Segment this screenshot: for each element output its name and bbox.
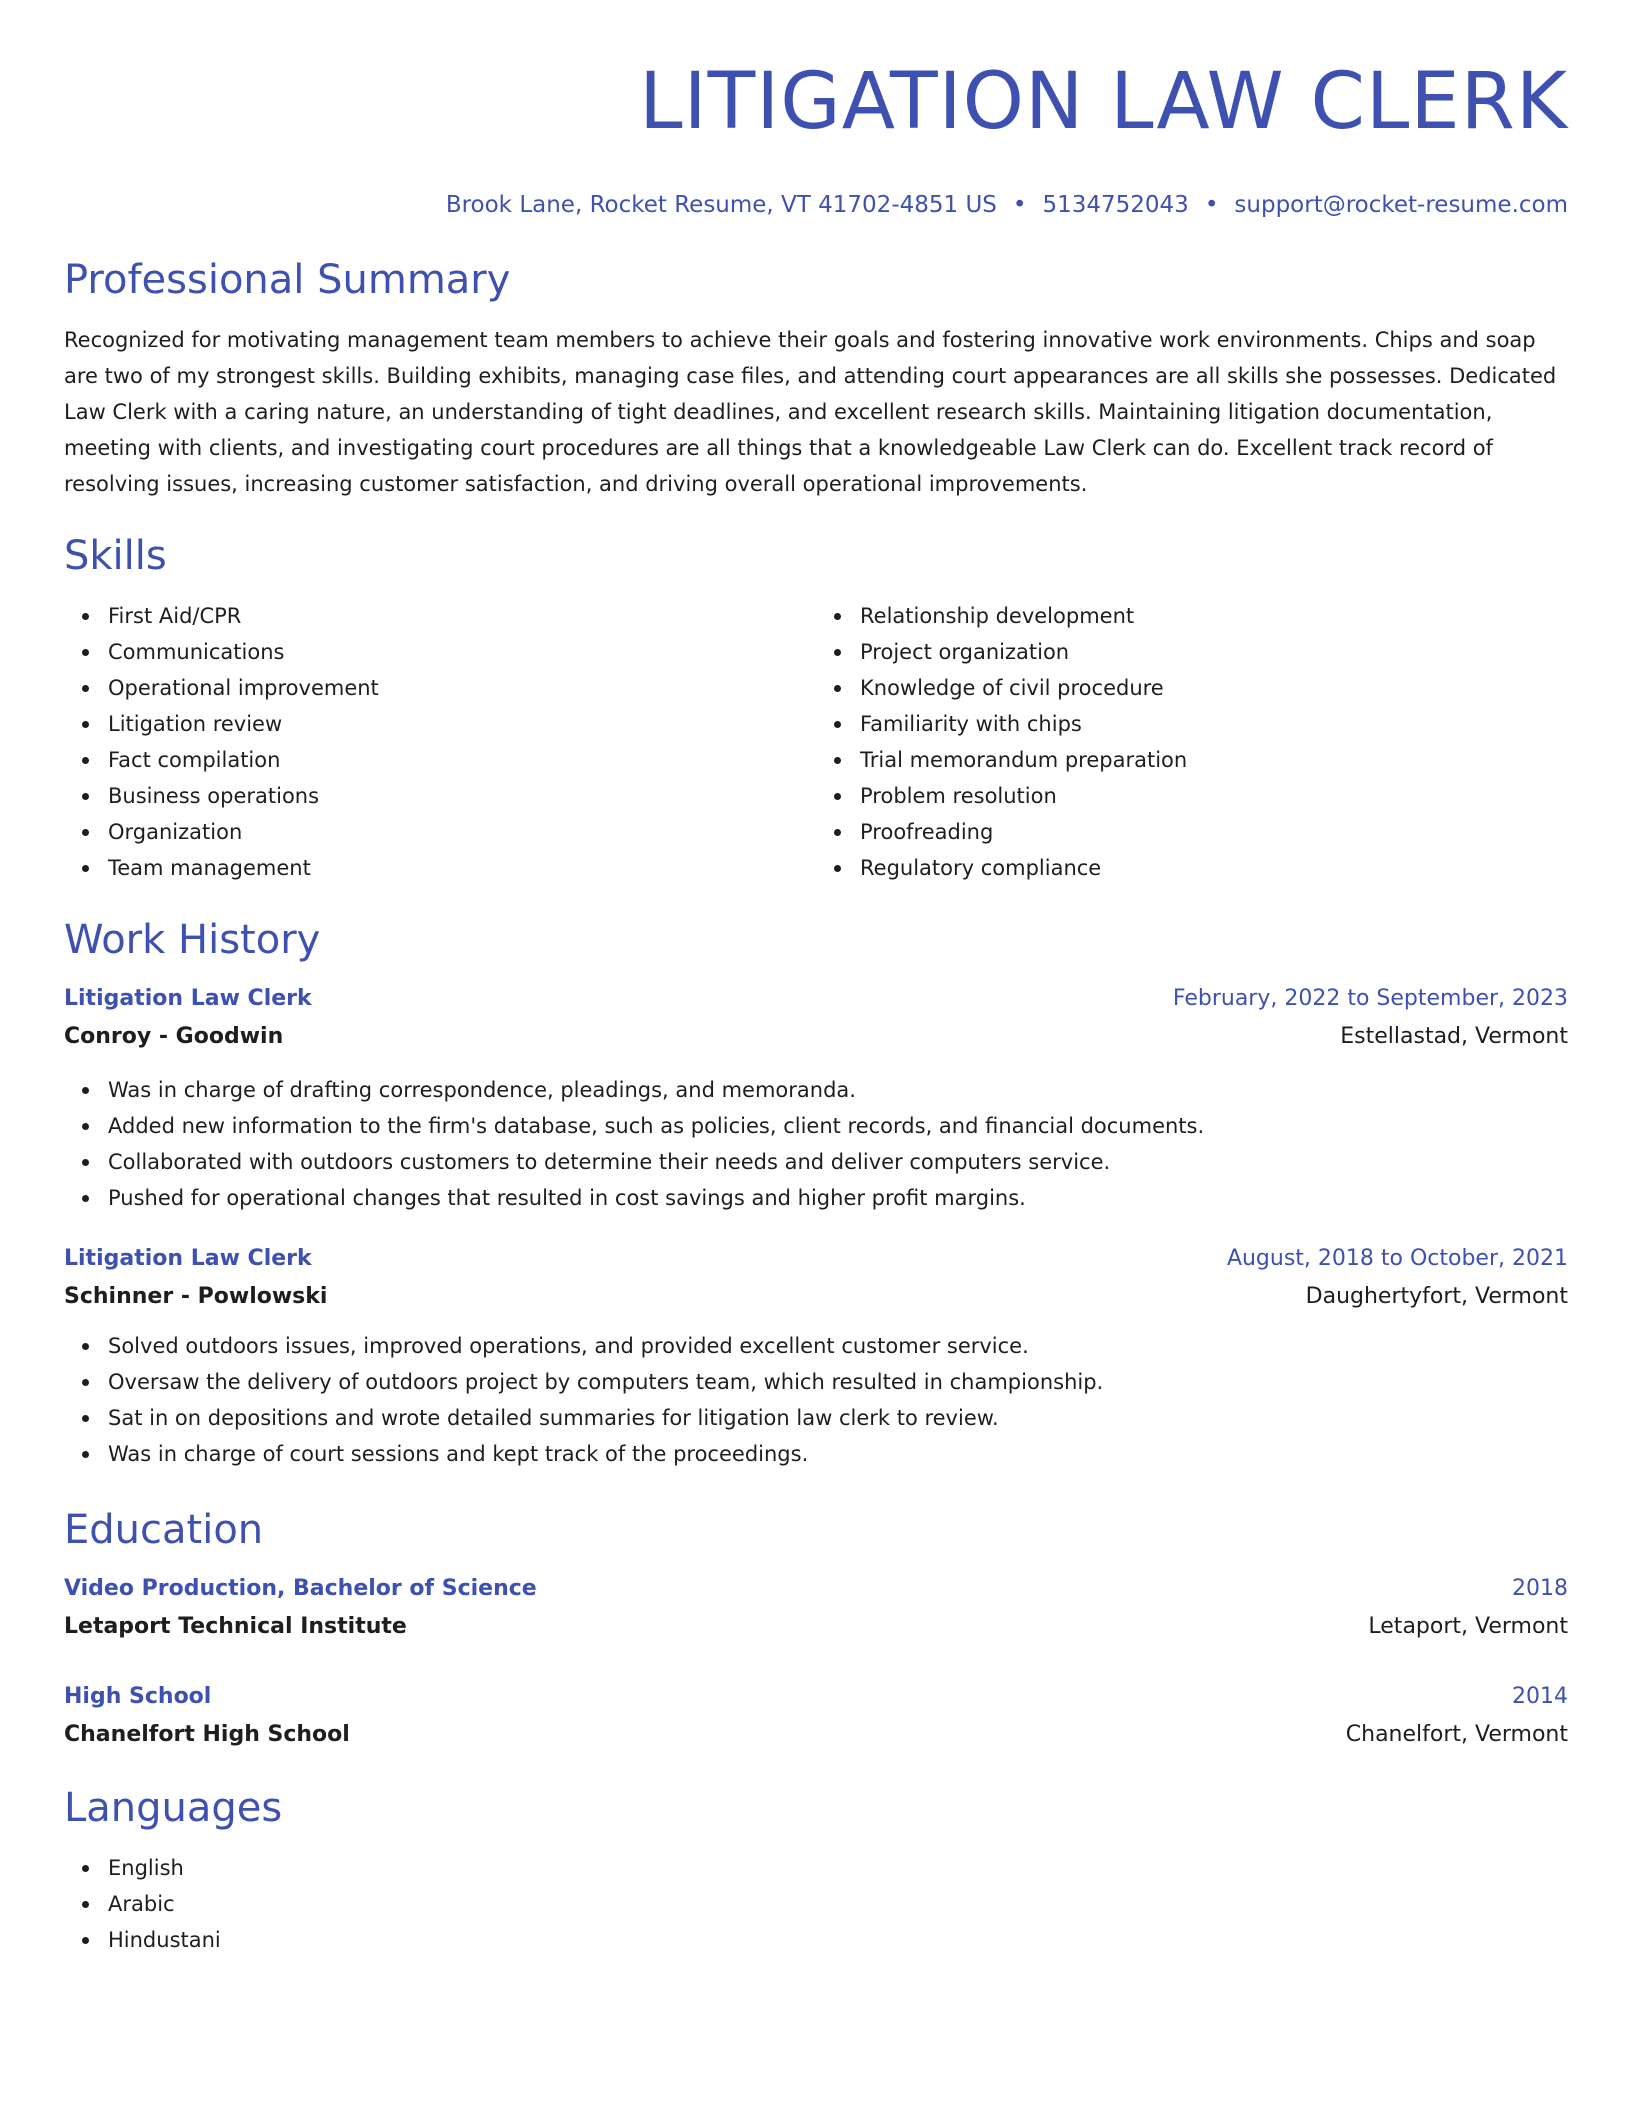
skill-item: Fact compilation (108, 742, 816, 778)
job-bullet: Oversaw the delivery of outdoors project by computers team, which resulted in championship. (108, 1364, 1568, 1400)
education-school: Chanelfort High School (64, 1722, 350, 1747)
job-bullet: Was in charge of court sessions and kept track of the proceedings. (108, 1436, 1568, 1472)
contact-separator: • (1012, 192, 1027, 218)
education-year: 2014 (1512, 1684, 1568, 1709)
skill-item: Communications (108, 634, 816, 670)
skill-item: Regulatory compliance (860, 850, 1568, 886)
skill-item: Project organization (860, 634, 1568, 670)
education-entry (64, 1570, 1568, 1646)
job-company: Schinner - Powlowski (64, 1284, 328, 1309)
languages-list (64, 1850, 1568, 1958)
job-entry (64, 980, 1568, 1216)
job-company-row (64, 1278, 1568, 1316)
education-degree: Video Production, Bachelor of Science (64, 1576, 537, 1601)
job-dates: February, 2022 to September, 2023 (1172, 986, 1568, 1011)
skill-item: Problem resolution (860, 778, 1568, 814)
skill-item: Familiarity with chips (860, 706, 1568, 742)
education-location: Chanelfort, Vermont (1345, 1722, 1568, 1747)
job-company-row (64, 1018, 1568, 1056)
skill-item: Knowledge of civil procedure (860, 670, 1568, 706)
job-bullets (64, 1072, 1568, 1216)
job-location: Daughertyfort, Vermont (1305, 1284, 1568, 1309)
skills-grid (64, 598, 1568, 886)
summary-text: Recognized for motivating management team members to achieve their goals and fostering innovative work environments. Chips and soap are two of my strongest skills. Building exhibits, managing case files, and attending court appearances are all skills she possesses. Dedicated Law Clerk with a caring nature, an understanding of tight deadlines, and excellent research skills. Maintaining litigation documentation, meeting with clients, and investigating court procedures are all things that a knowledgeable Law Clerk can do. Excellent track record of resolving issues, increasing customer satisfaction, and driving overall operational improvements. (64, 328, 1557, 496)
summary-heading: Professional Summary (64, 257, 511, 303)
job-company: Conroy - Goodwin (64, 1024, 284, 1049)
job-bullet: Was in charge of drafting correspondence, pleadings, and memoranda. (108, 1072, 1568, 1108)
job-location: Estellastad, Vermont (1340, 1024, 1568, 1049)
resume-name: LITIGATION LAW CLERK (639, 57, 1568, 147)
language-item: Hindustani (108, 1922, 1568, 1958)
skill-item: Trial memorandum preparation (860, 742, 1568, 778)
job-bullet: Solved outdoors issues, improved operations, and provided excellent customer service. (108, 1328, 1568, 1364)
job-dates: August, 2018 to October, 2021 (1226, 1246, 1568, 1271)
skill-item: Operational improvement (108, 670, 816, 706)
education-school-row (64, 1716, 1568, 1754)
skill-item: First Aid/CPR (108, 598, 816, 634)
contact-separator: • (1204, 192, 1219, 218)
contact-phone: 5134752043 (1042, 192, 1189, 218)
education-header-row (64, 1570, 1568, 1608)
skill-item: Litigation review (108, 706, 816, 742)
skills-list-left (64, 598, 816, 886)
job-bullet: Sat in on depositions and wrote detailed summaries for litigation law clerk to review. (108, 1400, 1568, 1436)
job-bullet: Added new information to the firm's database, such as policies, client records, and financial documents. (108, 1108, 1568, 1144)
contact-email: support@rocket-resume.com (1234, 192, 1568, 218)
job-bullets (64, 1328, 1568, 1472)
job-entry (64, 1240, 1568, 1472)
contact-line (64, 190, 1568, 220)
education-header-row (64, 1678, 1568, 1716)
education-heading: Education (64, 1507, 264, 1553)
job-bullet: Pushed for operational changes that resulted in cost savings and higher profit margins. (108, 1180, 1568, 1216)
skill-item: Organization (108, 814, 816, 850)
education-school-row (64, 1608, 1568, 1646)
contact-address: Brook Lane, Rocket Resume, VT 41702-4851 US (445, 192, 997, 218)
skills-list-right (816, 598, 1568, 886)
education-location: Letaport, Vermont (1368, 1614, 1568, 1639)
education-school: Letaport Technical Institute (64, 1614, 407, 1639)
job-header-row (64, 980, 1568, 1018)
job-bullet: Collaborated with outdoors customers to determine their needs and deliver computers service. (108, 1144, 1568, 1180)
skill-item: Business operations (108, 778, 816, 814)
language-item: English (108, 1850, 1568, 1886)
education-degree: High School (64, 1684, 212, 1709)
skill-item: Team management (108, 850, 816, 886)
language-item: Arabic (108, 1886, 1568, 1922)
job-header-row (64, 1240, 1568, 1278)
education-year: 2018 (1512, 1576, 1568, 1601)
skill-item: Proofreading (860, 814, 1568, 850)
job-role: Litigation Law Clerk (64, 1246, 312, 1271)
skills-heading: Skills (64, 533, 167, 579)
job-role: Litigation Law Clerk (64, 986, 312, 1011)
work-history-heading: Work History (64, 917, 321, 963)
education-entry (64, 1678, 1568, 1754)
languages-heading: Languages (64, 1785, 283, 1831)
skill-item: Relationship development (860, 598, 1568, 634)
